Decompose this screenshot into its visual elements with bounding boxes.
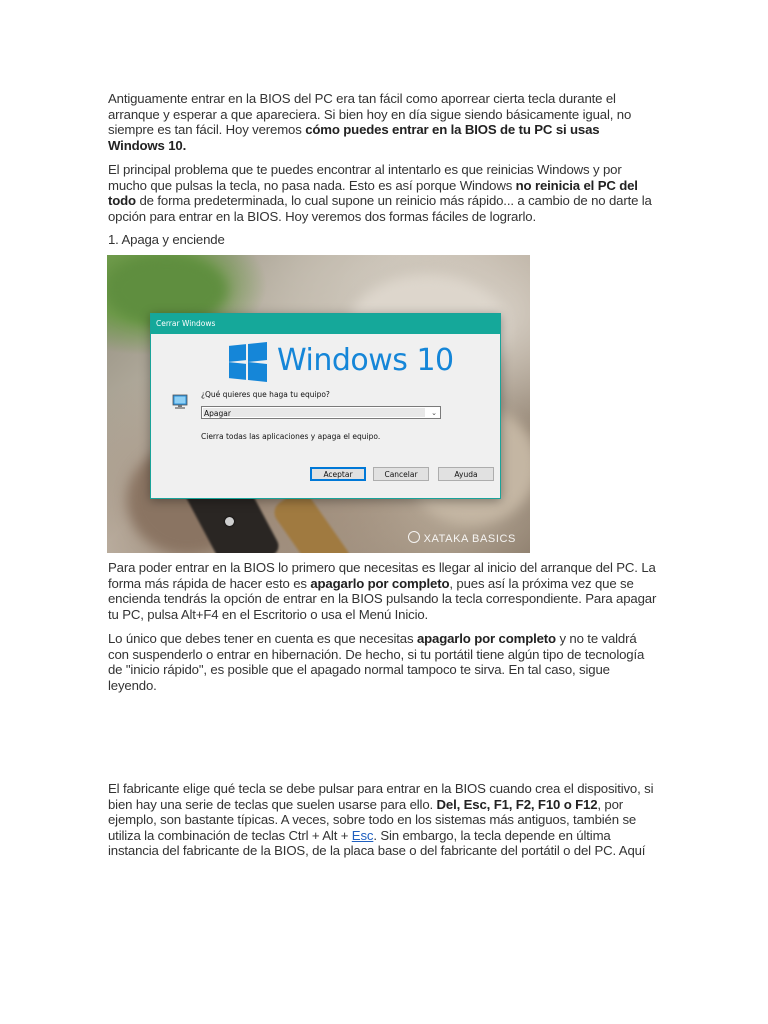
accept-button[interactable]: Aceptar — [310, 467, 366, 481]
paragraph-text: El principal problema que te puedes encontrar al intentarlo es que reinicias Windows y por mucho que pulsas la tecla, no pasa nada. Esto es así porque Windows — [108, 162, 622, 193]
paragraph-note — [108, 631, 658, 693]
paragraph-problem — [108, 162, 658, 224]
windows-logo-icon — [229, 342, 267, 380]
section-heading-text: 1. Apaga y enciende — [108, 232, 225, 247]
watermark-text: XATAKA BASICS — [423, 533, 516, 545]
paragraph-text: de forma predeterminada, lo cual supone un reinicio más rápido... a cambio de no darte la opción para entrar en la BIOS. Hoy veremos dos formas fáciles de lograrlo. — [108, 193, 652, 224]
select-value: Apagar — [204, 409, 231, 418]
article-figure — [107, 255, 530, 553]
paragraph-intro — [108, 91, 658, 153]
dialog-question: ¿Qué quieres que haga tu equipo? — [201, 390, 330, 399]
section-heading — [108, 232, 658, 248]
esc-link[interactable]: Esc — [351, 827, 374, 843]
watermark — [408, 531, 516, 545]
paragraph-bold: Del, Esc, F1, F2, F10 o F12 — [436, 796, 598, 812]
dialog-titlebar: Cerrar Windows — [151, 314, 500, 334]
select-highlight — [203, 408, 425, 417]
windows-logo-text: Windows 10 — [277, 343, 454, 378]
paragraph-text: , pues así la próxima vez que se encienda tendrás la opción de entrar en la BIOS pulsando la tecla correspondiente. Para apagar tu PC, pulsa Alt+F4 en el Escritorio o usa el Menú Inicio. — [108, 575, 657, 622]
paragraph-text: Para poder entrar en la BIOS lo primero que necesitas es llegar al inicio del arranque del PC. La forma más rápida de hacer esto es — [108, 560, 656, 591]
paragraph-text: . Sin embargo, la tecla depende en última instancia del fabricante de la BIOS, de la placa base o del fabricante del portátil o del PC. Aquí — [108, 827, 646, 859]
help-button[interactable]: Ayuda — [438, 467, 494, 481]
cancel-button[interactable]: Cancelar — [373, 467, 429, 481]
shutdown-option-select[interactable] — [201, 406, 441, 419]
collar-rivet — [225, 517, 234, 526]
paragraph-text: , por ejemplo, son bastante típicas. A veces, sobre todo en los sistemas más antiguos, también se utiliza la combinación de teclas Ctrl + Alt + — [108, 796, 637, 843]
paragraph-text: El fabricante elige qué tecla se debe pulsar para entrar en la BIOS cuando crea el dispositivo, si bien hay una serie de teclas que suelen usarse para ello. — [108, 781, 654, 812]
computer-icon — [171, 393, 189, 411]
paragraph-text: Antiguamente entrar en la BIOS del PC era tan fácil como aporrear cierta tecla durante el arranque y esperar a que apareciera. Si bien hoy en día sigue siendo básicamente igual, no siempre es tan fácil. Hoy veremos — [108, 91, 632, 138]
paragraph-keys — [108, 781, 658, 859]
paragraph-shutdown — [108, 560, 658, 622]
paragraph-bold: cómo puedes entrar en la BIOS de tu PC si usas Windows 10. — [108, 122, 600, 153]
chevron-down-icon[interactable]: ⌄ — [431, 409, 437, 417]
watermark-logo-icon — [408, 531, 420, 543]
paragraph-bold: apagarlo por completo — [416, 631, 556, 646]
paragraph-bold: apagarlo por completo — [310, 575, 450, 591]
paragraph-text: Lo único que debes tener en cuenta es que necesitas — [108, 631, 417, 646]
paragraph-text: y no te valdrá con suspenderlo o entrar en hibernación. De hecho, si tu portátil tiene algún tipo de tecnología de "inicio rápido", es posible que el apagado normal tampoco te sirva. En tal caso, sigue leyendo. — [108, 631, 645, 693]
paragraph-bold: no reinicia el PC del todo — [108, 177, 638, 209]
dialog-description: Cierra todas las aplicaciones y apaga el equipo. — [201, 432, 381, 441]
shutdown-dialog — [150, 313, 501, 499]
